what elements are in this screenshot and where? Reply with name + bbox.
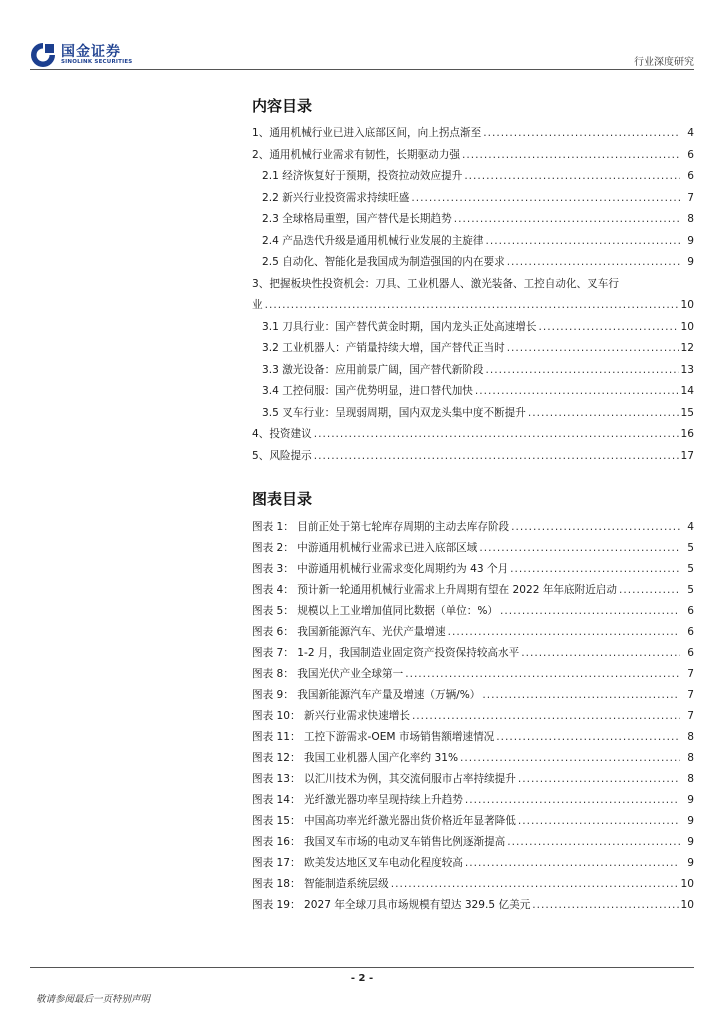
page-number: - 2 - bbox=[350, 973, 374, 984]
toc-entry[interactable] bbox=[252, 447, 694, 465]
toc-entry-page: 4 bbox=[687, 127, 694, 139]
toc-entry-text: 2、通用机械行业需求有韧性，长期驱动力强 bbox=[252, 149, 461, 161]
dot-leader bbox=[507, 339, 679, 357]
toc-entry[interactable] bbox=[262, 339, 694, 357]
toc-entry-text: 3.1 刀具行业：国产替代黄金时期，国内龙头正处高速增长 bbox=[262, 321, 537, 333]
toc-entry-page: 15 bbox=[680, 407, 694, 419]
figure-entry[interactable] bbox=[252, 560, 694, 578]
toc-entry-text: 1、通用机械行业已进入底部区间，向上拐点渐至 bbox=[252, 127, 482, 139]
toc-entry-text: 2.2 新兴行业投资需求持续旺盛 bbox=[262, 192, 410, 204]
dot-leader bbox=[475, 382, 679, 400]
figure-entry-text: 图表 13： 以汇川技术为例，其交流伺服市占率持续提升 bbox=[252, 773, 516, 785]
figure-entry-page: 6 bbox=[687, 647, 694, 659]
figure-entry[interactable] bbox=[252, 707, 694, 725]
dot-leader bbox=[538, 318, 678, 336]
toc-entry-page: 12 bbox=[680, 342, 694, 354]
figure-entry-text: 图表 15： 中国高功率光纤激光器出货价格近年显著降低 bbox=[252, 815, 516, 827]
toc-entry-text: 业 bbox=[252, 299, 263, 311]
figure-entry-text: 图表 6： 我国新能源汽车、光伏产量增速 bbox=[252, 626, 446, 638]
figure-entry-page: 5 bbox=[687, 563, 694, 575]
toc-entry[interactable] bbox=[262, 253, 694, 271]
dot-leader bbox=[483, 124, 680, 142]
figure-entry-page: 8 bbox=[687, 752, 694, 764]
dot-leader bbox=[464, 167, 680, 185]
figure-entry-page: 8 bbox=[687, 731, 694, 743]
figure-entry-page: 4 bbox=[687, 521, 694, 533]
toc-entry[interactable] bbox=[252, 296, 694, 314]
logo-text-en: SINOLINK SECURITIES bbox=[61, 59, 133, 65]
disclaimer-text: 敬请参阅最后一页特别声明 bbox=[36, 994, 151, 1005]
toc-entry[interactable] bbox=[262, 189, 694, 207]
dot-leader bbox=[314, 447, 679, 465]
header-divider bbox=[30, 69, 694, 70]
dot-leader bbox=[619, 581, 680, 599]
toc-title: 内容目录 bbox=[252, 97, 313, 115]
dot-leader bbox=[448, 623, 680, 641]
dot-leader bbox=[507, 253, 680, 271]
figure-entry-page: 9 bbox=[687, 836, 694, 848]
figure-entry-text: 图表 9： 我国新能源汽车产量及增速（万辆/%） bbox=[252, 689, 481, 701]
figure-entry[interactable] bbox=[252, 518, 694, 536]
dot-leader bbox=[486, 361, 679, 379]
figure-entry-text: 图表 4： 预计新一轮通用机械行业需求上升周期有望在 2022 年年底附近启动 bbox=[252, 584, 617, 596]
footer-divider bbox=[30, 967, 694, 968]
toc-entry-text: 2.4 产品迭代升级是通用机械行业发展的主旋律 bbox=[262, 235, 484, 247]
figure-entry-text: 图表 18： 智能制造系统层级 bbox=[252, 878, 389, 890]
toc-entry-wrapped-line[interactable]: 3、把握板块性投资机会：刀具、工业机器人、激光装备、工控自动化、叉车行 bbox=[252, 278, 619, 290]
figure-entry[interactable] bbox=[252, 770, 694, 788]
figure-entry-text: 图表 17： 欧美发达地区叉车电动化程度较高 bbox=[252, 857, 463, 869]
toc-entry[interactable] bbox=[252, 146, 694, 164]
figure-entry-text: 图表 5： 规模以上工业增加值同比数据（单位：%） bbox=[252, 605, 499, 617]
dot-leader bbox=[496, 728, 680, 746]
figure-entry-text: 图表 10： 新兴行业需求快速增长 bbox=[252, 710, 410, 722]
figure-entry[interactable] bbox=[252, 623, 694, 641]
figure-entry-text: 图表 16： 我国叉车市场的电动叉车销售比例逐渐提高 bbox=[252, 836, 506, 848]
dot-leader bbox=[412, 707, 680, 725]
figure-entry-page: 9 bbox=[687, 857, 694, 869]
figure-entry[interactable] bbox=[252, 539, 694, 557]
dot-leader bbox=[518, 812, 680, 830]
toc-entry[interactable] bbox=[262, 404, 694, 422]
toc-entry-text: 2.1 经济恢复好于预期，投资拉动效应提升 bbox=[262, 170, 463, 182]
toc-entry-text: 2.3 全球格局重塑，国产替代是长期趋势 bbox=[262, 213, 452, 225]
figure-entry[interactable] bbox=[252, 875, 694, 893]
toc-entry-page: 14 bbox=[680, 385, 694, 397]
dot-leader bbox=[465, 791, 680, 809]
toc-entry-page: 6 bbox=[687, 149, 694, 161]
dot-leader bbox=[521, 644, 680, 662]
figure-entry-page: 9 bbox=[687, 815, 694, 827]
figure-entry[interactable] bbox=[252, 791, 694, 809]
figure-entry[interactable] bbox=[252, 581, 694, 599]
dot-leader bbox=[265, 296, 679, 314]
figure-entry-page: 10 bbox=[680, 878, 694, 890]
figure-entry[interactable] bbox=[252, 896, 694, 914]
figure-entry-page: 6 bbox=[687, 626, 694, 638]
figure-entry-page: 10 bbox=[680, 899, 694, 911]
figure-entry[interactable] bbox=[252, 812, 694, 830]
toc-entry-text: 5、风险提示 bbox=[252, 450, 312, 462]
toc-entry-page: 16 bbox=[680, 428, 694, 440]
toc-entry[interactable] bbox=[262, 210, 694, 228]
toc-entry-text: 3.2 工业机器人：产销量持续大增，国产替代正当时 bbox=[262, 342, 505, 354]
dot-leader bbox=[479, 539, 680, 557]
dot-leader bbox=[532, 896, 678, 914]
dot-leader bbox=[528, 404, 679, 422]
dot-leader bbox=[500, 602, 680, 620]
toc-entry-page: 17 bbox=[680, 450, 694, 462]
dot-leader bbox=[314, 425, 679, 443]
toc-entry[interactable] bbox=[252, 425, 694, 443]
figure-entry[interactable] bbox=[252, 833, 694, 851]
figure-entry-page: 5 bbox=[687, 584, 694, 596]
toc-entry[interactable] bbox=[262, 232, 694, 250]
figure-entry-page: 8 bbox=[687, 773, 694, 785]
figure-entry-page: 7 bbox=[687, 668, 694, 680]
toc-entry-text: 3.4 工控伺服：国产优势明显，进口替代加快 bbox=[262, 385, 473, 397]
dot-leader bbox=[465, 854, 680, 872]
toc-entry-page: 10 bbox=[680, 299, 694, 311]
toc-entry-page: 8 bbox=[687, 213, 694, 225]
document-type-label: 行业深度研究 bbox=[634, 57, 694, 68]
figure-entry[interactable] bbox=[252, 644, 694, 662]
sinolink-logo-icon bbox=[30, 42, 56, 68]
figure-entry-text: 图表 11： 工控下游需求-OEM 市场销售额增速情况 bbox=[252, 731, 495, 743]
figure-entry-page: 9 bbox=[687, 794, 694, 806]
dot-leader bbox=[482, 686, 680, 704]
toc-entry[interactable] bbox=[262, 167, 694, 185]
toc-entry-page: 10 bbox=[680, 321, 694, 333]
figure-entry-text: 图表 1： 目前正处于第七轮库存周期的主动去库存阶段 bbox=[252, 521, 510, 533]
toc-entry-page: 6 bbox=[687, 170, 694, 182]
figure-entry[interactable] bbox=[252, 728, 694, 746]
dot-leader bbox=[460, 749, 680, 767]
dot-leader bbox=[486, 232, 681, 250]
figure-entry-text: 图表 8： 我国光伏产业全球第一 bbox=[252, 668, 404, 680]
figure-entry-text: 图表 3： 中游通用机械行业需求变化周期约为 43 个月 bbox=[252, 563, 509, 575]
toc-entry-text: 4、投资建议 bbox=[252, 428, 312, 440]
dot-leader bbox=[391, 875, 679, 893]
toc-entry-page: 13 bbox=[680, 364, 694, 376]
figure-entry-page: 7 bbox=[687, 689, 694, 701]
figure-entry-page: 5 bbox=[687, 542, 694, 554]
dot-leader bbox=[507, 833, 680, 851]
dot-leader bbox=[511, 518, 680, 536]
figures-title: 图表目录 bbox=[252, 490, 313, 508]
toc-entry-text: 3.3 激光设备：应用前景广阔，国产替代新阶段 bbox=[262, 364, 484, 376]
figure-entry-text: 图表 2： 中游通用机械行业需求已进入底部区域 bbox=[252, 542, 478, 554]
figure-entry-text: 图表 14： 光纤激光器功率呈现持续上升趋势 bbox=[252, 794, 463, 806]
toc-entry-text: 2.5 自动化、智能化是我国成为制造强国的内在要求 bbox=[262, 256, 505, 268]
dot-leader bbox=[510, 560, 680, 578]
figure-entry[interactable] bbox=[252, 749, 694, 767]
dot-leader bbox=[454, 210, 680, 228]
toc-entry-page: 7 bbox=[687, 192, 694, 204]
figure-entry-text: 图表 7： 1-2 月，我国制造业固定资产投资保持较高水平 bbox=[252, 647, 520, 659]
figure-entry-page: 6 bbox=[687, 605, 694, 617]
toc-entry-page: 9 bbox=[687, 235, 694, 247]
dot-leader bbox=[518, 770, 680, 788]
toc-entry[interactable] bbox=[262, 382, 694, 400]
figure-entry-page: 7 bbox=[687, 710, 694, 722]
toc-entry[interactable] bbox=[252, 124, 694, 142]
toc-entry-page: 9 bbox=[687, 256, 694, 268]
figure-entry[interactable] bbox=[252, 686, 694, 704]
figure-entry[interactable] bbox=[252, 665, 694, 683]
figure-entry-text: 图表 12： 我国工业机器人国产化率约 31% bbox=[252, 752, 459, 764]
toc-entry[interactable] bbox=[262, 361, 694, 379]
company-logo bbox=[30, 40, 140, 70]
logo-text-cn: 国金证券 bbox=[61, 44, 121, 60]
dot-leader bbox=[405, 665, 680, 683]
figure-entry-text: 图表 19： 2027 年全球刀具市场规模有望达 329.5 亿美元 bbox=[252, 899, 531, 911]
toc-entry-text: 3.5 叉车行业：呈现弱周期，国内双龙头集中度不断提升 bbox=[262, 407, 526, 419]
dot-leader bbox=[462, 146, 680, 164]
toc-entry[interactable] bbox=[262, 318, 694, 336]
figure-entry[interactable] bbox=[252, 854, 694, 872]
figure-entry[interactable] bbox=[252, 602, 694, 620]
dot-leader bbox=[411, 189, 680, 207]
